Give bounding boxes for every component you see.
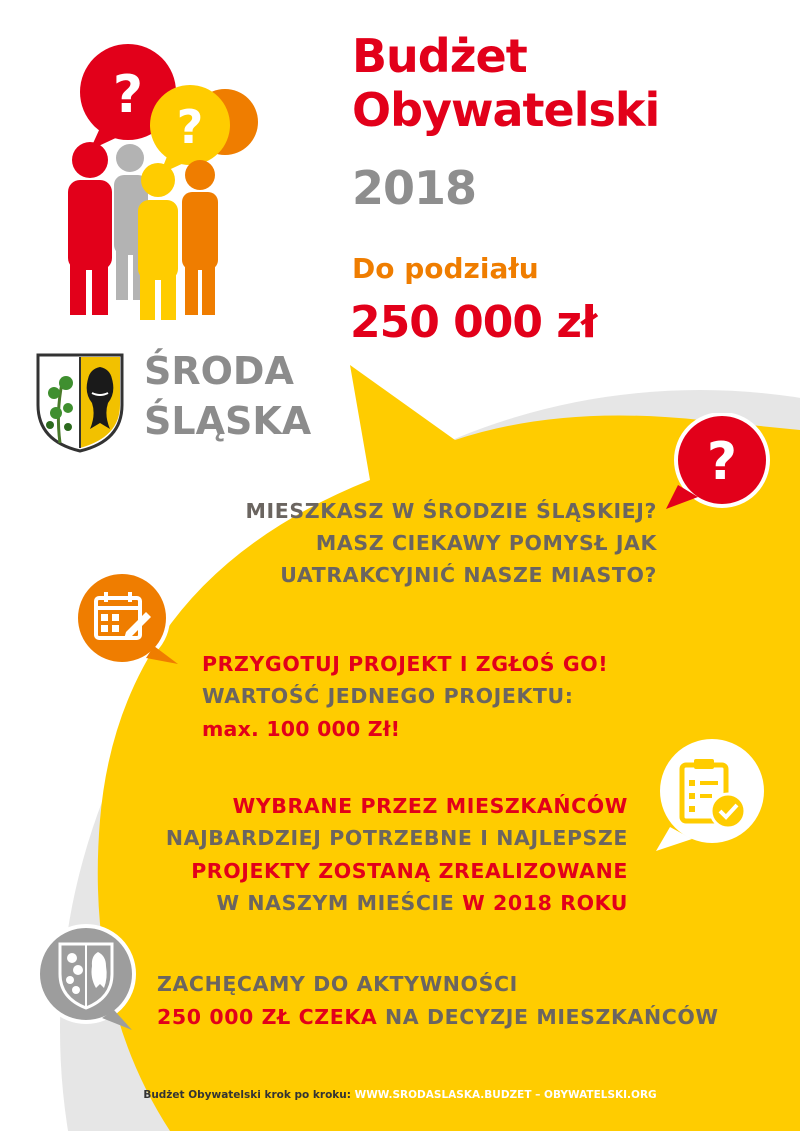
title-line1: Budżet	[352, 29, 527, 83]
calendar-icon	[66, 568, 186, 668]
encourage-line2	[157, 1001, 719, 1033]
selected-line4	[216, 887, 628, 919]
prepare-line2: WARTOŚĆ JEDNEGO PROJEKTU:	[202, 684, 574, 708]
selected-line1: WYBRANE PRZEZ MIESZKAŃCÓW	[232, 794, 628, 818]
clipboard-check-icon	[640, 735, 775, 855]
encourage-line2-part1: 250 000 ZŁ CZEKA	[157, 1005, 378, 1029]
distribution-label: Do podziału	[352, 252, 539, 285]
selected-line4-part2: W 2018 ROKU	[462, 891, 628, 915]
emblem-bubble-icon	[26, 922, 146, 1034]
selected-line4-part1: W NASZYM MIEŚCIE	[216, 891, 463, 915]
footer-url-link[interactable]: WWW.SRODASLASKA.BUDZET – OBYWATELSKI.ORG	[354, 1089, 657, 1101]
selected-line2: NAJBARDZIEJ POTRZEBNE I NAJLEPSZE	[165, 826, 628, 850]
encourage-line1: ZACHĘCAMY DO AKTYWNOŚCI	[157, 972, 518, 996]
footer	[0, 1089, 800, 1101]
coat-of-arms-icon	[36, 353, 124, 453]
title-line2: Obywatelski	[352, 83, 660, 137]
logo-line1: ŚRODA	[144, 349, 294, 393]
svg-text:?: ?	[112, 65, 144, 125]
year: 2018	[352, 161, 477, 215]
svg-text:?: ?	[176, 100, 204, 154]
svg-text:?: ?	[706, 432, 738, 492]
people-icon	[40, 40, 260, 325]
question-line2: MASZ CIEKAWY POMYSŁ JAK	[315, 531, 657, 555]
prepare-line3: max. 100 000 Zł!	[202, 717, 401, 741]
prepare-line1: PRZYGOTUJ PROJEKT I ZGŁOŚ GO!	[202, 652, 609, 676]
amount: 250 000 zł	[350, 297, 597, 348]
selected-line3: PROJEKTY ZOSTANĄ ZREALIZOWANE	[191, 859, 628, 883]
question-bubble-icon	[660, 413, 778, 513]
question-line3: UATRAKCYJNIĆ NASZE MIASTO?	[280, 563, 657, 587]
question-line1: MIESZKASZ W ŚRODZIE ŚLĄSKIEJ?	[245, 499, 657, 523]
logo-line2: ŚLĄSKA	[144, 399, 312, 443]
encourage-line2-part2: NA DECYZJE MIESZKAŃCÓW	[377, 1005, 719, 1029]
footer-label: Budżet Obywatelski krok po kroku:	[143, 1089, 355, 1101]
